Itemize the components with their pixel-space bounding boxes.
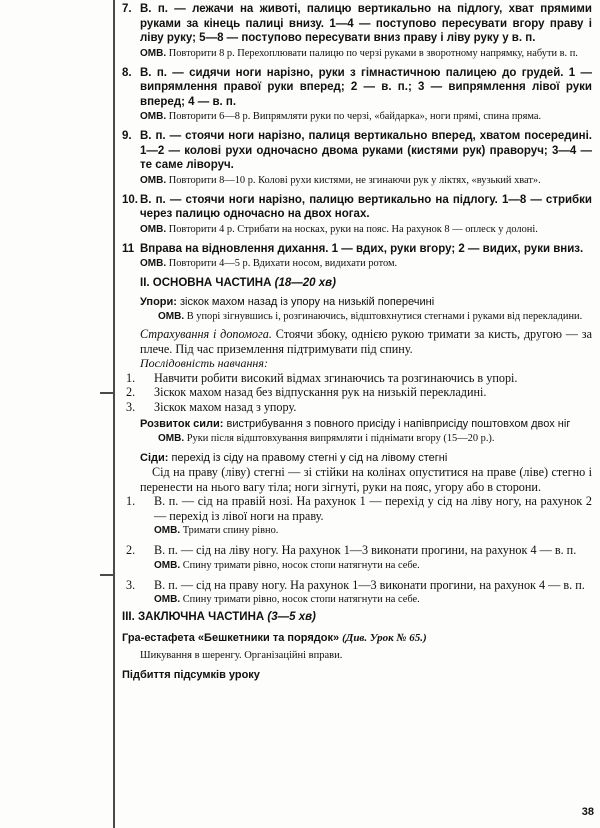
game-heading [122, 631, 592, 645]
exercise-number: 11 [122, 242, 135, 255]
omv-label: ОМВ. [154, 559, 181, 571]
topic-line [122, 451, 592, 465]
insurance-label: Страхування і допомога. [140, 327, 272, 341]
omv-label: ОМВ. [154, 594, 181, 605]
exercise-number: 7. [122, 3, 132, 15]
omv-label: ОМВ. [140, 111, 167, 122]
sidy-number: 3. [126, 577, 136, 592]
section-title: II. ОСНОВНА ЧАСТИНА [140, 277, 272, 289]
omv-text: Спину тримати рівно, носок стопи натягнути на себе. [182, 559, 420, 571]
section-title: III. ЗАКЛЮЧНА ЧАСТИНА [122, 611, 265, 623]
sidy-item [122, 578, 592, 607]
sidy-text: В. п. — сід на ліву ногу. На рахунок 1—3 виконати прогини, на рахунок 4 — в. п. [154, 543, 577, 557]
omv-label: ОМВ. [140, 47, 167, 59]
exercise-item [122, 2, 592, 60]
sequence-title: Послідовність навчання: [140, 356, 268, 370]
topic-text: вистрибування з повного присіду і напівприсіду поштовхом двох ніг [226, 418, 571, 430]
omv-text: Повторити 6—8 р. Випрямляти руки по черзі, «байдарка», ноги прямі, спина пряма. [168, 111, 542, 122]
sequence-number: 3. [126, 399, 136, 414]
omv-label: ОМВ. [140, 174, 167, 186]
exercise-text: В. п. — лежачи на животі, палицю вертикально на підлогу, хват прямими руками за кінець палиці внизу. 1—4 — поступово пересувати вгору праву і ліву руку; 5—8 — поступово пересувати вниз праву і ліву руку у в. п. [140, 3, 592, 44]
topic-line [122, 295, 592, 309]
omv-label: ОМВ. [154, 525, 181, 536]
margin-tick [100, 574, 113, 576]
omv-text: Спину тримати рівно, носок стопи натягнути на себе. [182, 594, 420, 605]
sidy-description: Сід на праву (ліву) стегні — зі стійки на колінах опуститися на праве (ліве) стегно і перенести на нього вагу тіла; ноги зігнуті, руки на пояс, угору або в сторони. [140, 465, 592, 494]
sequence-number: 1. [126, 370, 136, 385]
sequence-number: 2. [126, 385, 136, 399]
exercise-number: 10. [122, 193, 138, 206]
sidy-number: 2. [126, 543, 136, 557]
exercise-item [122, 242, 592, 271]
omv-text: Повторити 8—10 р. Колові рухи кистями, не згинаючи рук у ліктях, «вузький хват». [168, 174, 541, 186]
exercise-omv [140, 47, 592, 60]
exercise-item [122, 193, 592, 236]
sequence-item [122, 400, 592, 415]
topic-omv [122, 432, 592, 445]
margin-tick [100, 392, 113, 394]
exercise-number: 9. [122, 130, 132, 142]
omv-text: Повторити 8 р. Перехоплювати палицю по черзі руками в зворотному напрямку, набути в. п. [168, 47, 578, 59]
exercise-omv [140, 174, 592, 187]
sidy-omv [140, 524, 592, 537]
exercise-omv [140, 223, 592, 236]
topic-label: Упори: [140, 296, 177, 308]
omv-label: ОМВ. [158, 433, 185, 444]
exercise-text: В. п. — стоячи ноги нарізно, палиця вертикально вперед, хватом посередині. 1—2 — колові рухи одночасно двома руками (кистями рук) праворуч; 3—4 — те саме ліворуч. [140, 130, 592, 171]
sidy-item [122, 494, 592, 537]
sidy-omv [140, 559, 592, 572]
exercise-item [122, 66, 592, 124]
insurance-paragraph [122, 327, 592, 356]
topic-label: Сіди: [140, 452, 169, 464]
section-time: (18—20 хв) [274, 277, 336, 289]
exercise-text: Вправа на відновлення дихання. 1 — вдих, руки вгору; 2 — видих, руки вниз. [140, 242, 584, 255]
exercise-omv [140, 257, 592, 270]
page-number: 38 [581, 806, 594, 818]
sequence-item [122, 385, 592, 400]
exercise-number: 8. [122, 66, 132, 79]
omv-text: Руки після відштовхування випрямляти і піднімати вгору (15—20 р.). [186, 433, 495, 444]
game-title: Гра-естафета «Бешкетники та порядок» [122, 632, 340, 644]
margin-rule [113, 0, 115, 828]
sequence-text: Зіскок махом назад з упору. [154, 399, 297, 414]
topic-omv [122, 310, 592, 323]
section-heading [122, 610, 592, 625]
sequence-text: Навчити робити високий відмах згинаючись та розгинаючись в упорі. [154, 370, 518, 385]
omv-text: Повторити 4—5 р. Вдихати носом, видихати ротом. [168, 258, 398, 269]
topic-text: зіскок махом назад із упору на низькій поперечині [180, 296, 435, 308]
summary-heading: Підбиття підсумків уроку [122, 669, 260, 681]
sidy-text: В. п. — сід на правій нозі. На рахунок 1 — перехід у сід на ліву ногу, на рахунок 2 — перехід із лівої ноги на праву. [154, 494, 592, 523]
exercise-text: В. п. — сидячи ноги нарізно, руки з гімнастичною палицею до грудей. 1 — випрямлення правої руки вперед; 2 — в. п.; 3 — випрямлення лівої руки вперед; 4 — в. п. [140, 66, 592, 108]
sidy-number: 1. [126, 494, 136, 508]
sidy-omv [140, 593, 592, 606]
omv-text: В упорі зігнувшись і, розгинаючись, відштовхнутися стегнами і руками від перекладини. [186, 311, 583, 322]
topic-text: перехід із сіду на правому стегні у сід на лівому стегні [171, 452, 448, 464]
omv-text: Повторити 4 р. Стрибати на носках, руки на пояс. На рахунок 8 — оплеск у долоні. [168, 223, 538, 235]
omv-text: Тримати спину рівно. [182, 525, 279, 536]
omv-label: ОМВ. [140, 223, 167, 235]
sequence-item [122, 371, 592, 386]
topic-label: Розвиток сили: [140, 418, 224, 430]
sequence-text: Зіскок махом назад без відпускання рук на низькій перекладині. [154, 385, 487, 399]
section-heading [122, 276, 592, 291]
insurance-text: Стоячи збоку, однією рукою тримати за кисть, другою — за плече. Під час приземлення підтримувати під спину. [140, 327, 592, 356]
omv-label: ОМВ. [140, 258, 167, 269]
sidy-item [122, 543, 592, 572]
sidy-text: В. п. — сід на праву ногу. На рахунок 1—3 виконати прогини, на рахунок 4 — в. п. [154, 577, 585, 592]
exercise-omv [140, 110, 592, 123]
section-time: (3—5 хв) [267, 611, 316, 623]
exercise-item [122, 129, 592, 187]
game-ref: (Див. Урок № 65.) [342, 632, 427, 644]
game-text: Шикування в шеренгу. Організаційні вправи. [140, 650, 343, 661]
topic-line [122, 417, 592, 431]
page-content [122, 2, 592, 682]
exercise-text: В. п. — стоячи ноги нарізно, палицю вертикально на підлогу. 1—8 — стрибки через палицю одночасно на двох ногах. [140, 193, 592, 220]
omv-label: ОМВ. [158, 311, 185, 322]
